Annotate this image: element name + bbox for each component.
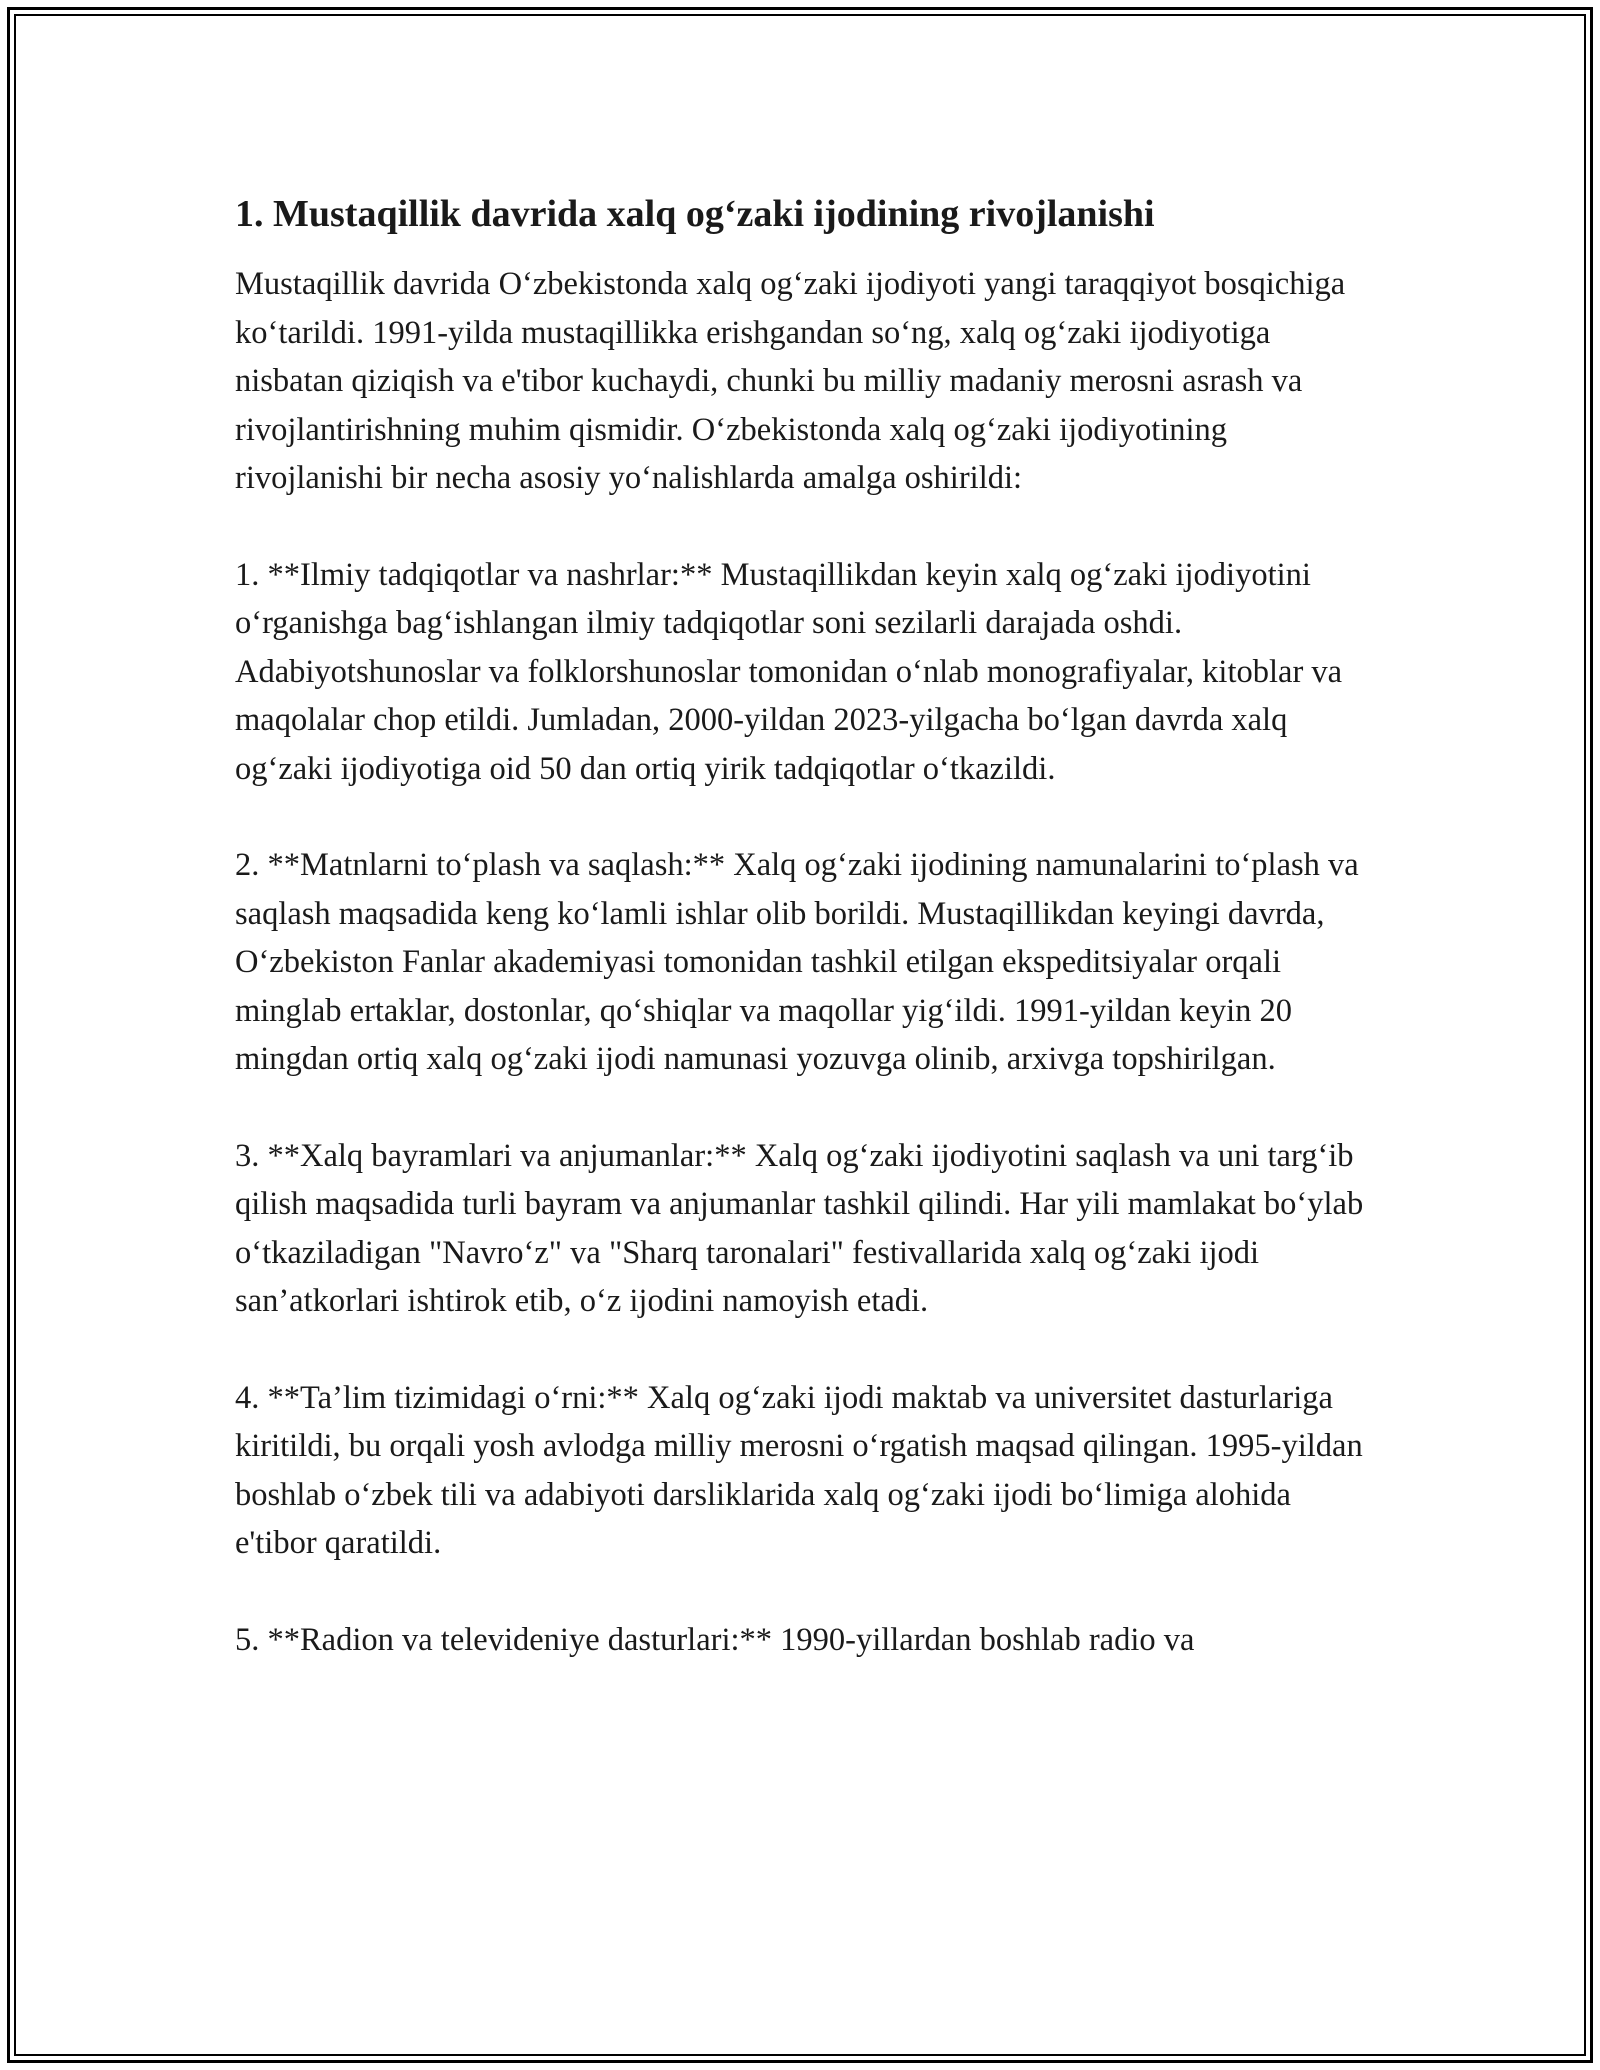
paragraph-radio-tv: 5. **Radion va televideniye dasturlari:** 1990-yillardan boshlab radio va — [235, 1621, 1195, 1658]
paragraph-education: 4. **Ta’lim tizimidagi o‘rni:** Xalq og‘zaki ijodi maktab va universitet dasturlariga kiritildi, bu orqali yosh avlodga milliy merosni o‘rgatish maqsad qilingan. 1995-yildan boshlab o‘zbek tili va adabiyoti darsliklarida xalq og‘zaki ijodi bo‘limiga alohida e'tibor qaratildi. — [235, 1379, 1363, 1561]
paragraph-festivals: 3. **Xalq bayramlari va anjumanlar:** Xalq og‘zaki ijodiyotini saqlash va uni targ‘ib qilish maqsadida turli bayram va anjumanlar tashkil qilindi. Har yili mamlakat bo‘ylab o‘tkaziladigan "Navro‘z" va "Sharq taronalari" festivallarida xalq og‘zaki ijodi san’atkorlari ishtirok etib, o‘z ijodini namoyish etadi. — [235, 1137, 1364, 1319]
section-heading: 1. Mustaqillik davrida xalq og‘zaki ijodining rivojlanishi — [235, 193, 1155, 235]
document-page — [235, 186, 1375, 1712]
intro-paragraph: Mustaqillik davrida O‘zbekistonda xalq og‘zaki ijodiyoti yangi taraqqiyot bosqichiga ko‘tarildi. 1991-yilda mustaqillikka erishgandan so‘ng, xalq og‘zaki ijodiyotiga nisbatan qiziqish va e'tibor kuchaydi, chunki bu milliy madaniy merosni asrash va rivojlantirishning muhim qismidir. O‘zbekistonda xalq og‘zaki ijodiyotining rivojlanishi bir necha asosiy yo‘nalishlarda amalga oshirildi: — [235, 266, 1346, 496]
paragraph-research-publications: 1. **Ilmiy tadqiqotlar va nashrlar:** Mustaqillikdan keyin xalq og‘zaki ijodiyotini o‘rganishga bag‘ishlangan ilmiy tadqiqotlar soni sezilarli darajada oshdi. Adabiyotshunoslar va folklorshunoslar tomonidan o‘nlab monografiyalar, kitoblar va maqolalar chop etildi. Jumladan, 2000-yildan 2023-yilgacha bo‘lgan davrda xalq og‘zaki ijodiyotiga oid 50 dan ortiq yirik tadqiqotlar o‘tkazildi. — [235, 556, 1343, 787]
paragraph-text-collection: 2. **Matnlarni to‘plash va saqlash:** Xalq og‘zaki ijodining namunalarini to‘plash va saqlash maqsadida keng ko‘lamli ishlar olib borildi. Mustaqillikdan keyingi davrda, O‘zbekiston Fanlar akademiyasi tomonidan tashkil etilgan ekspeditsiyalar orqali minglab ertaklar, dostonlar, qo‘shiqlar va maqollar yig‘ildi. 1991-yildan keyin 20 mingdan ortiq xalq og‘zaki ijodi namunasi yozuvga olinib, arxivga topshirilgan. — [235, 847, 1359, 1077]
